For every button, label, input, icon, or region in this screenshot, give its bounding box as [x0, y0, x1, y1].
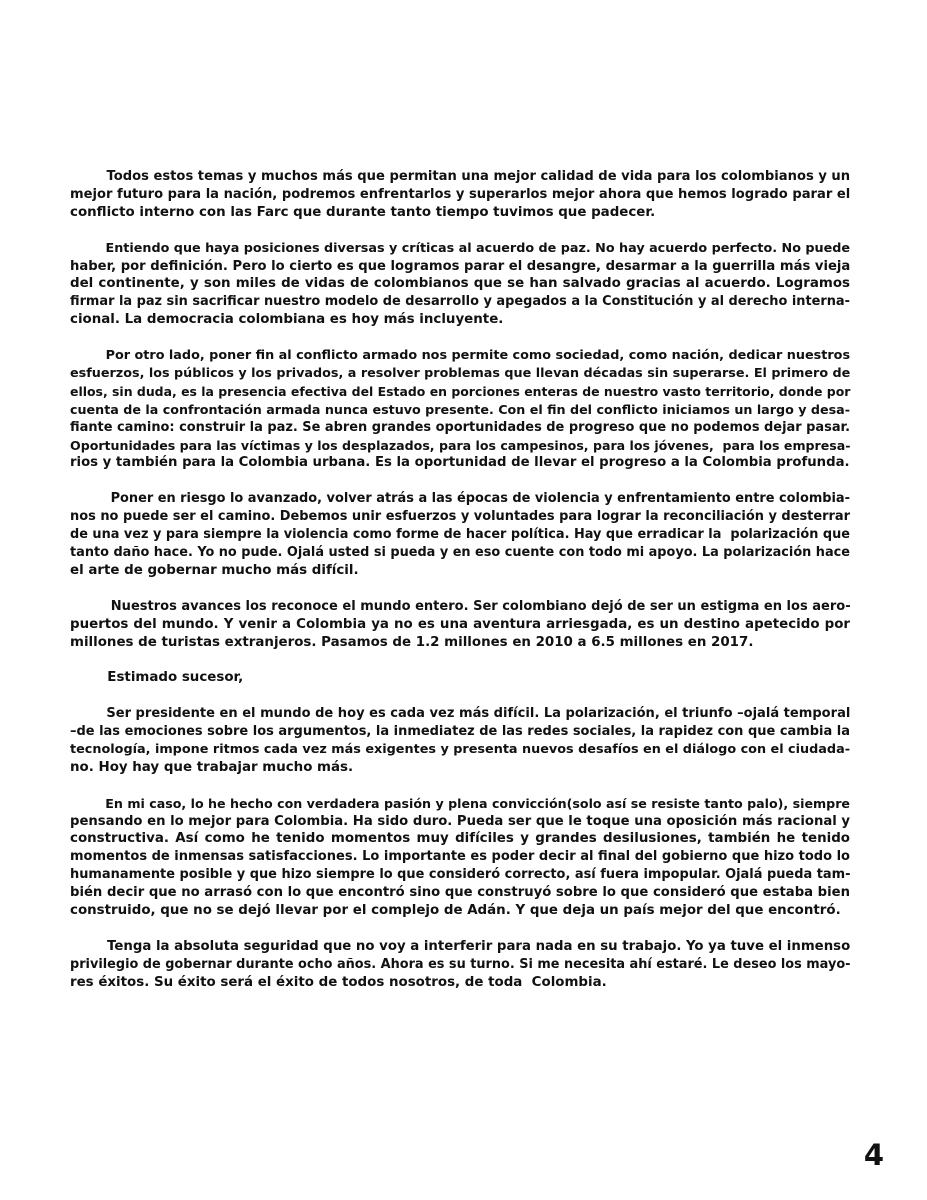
text-line: Entiendo que haya posiciones diversas y críticas al acuerdo de paz. No hay acuerdo perfecto. No puede — [70, 240, 851, 256]
text-line: mejor futuro para la nación, podremos enfrentarlos y superarlos mejor ahora que hemos logrado parar el — [70, 186, 851, 202]
text-line: haber, por definición. Pero lo cierto es que logramos parar el desangre, desarmar a la guerrilla más vieja — [70, 258, 851, 274]
text-line: esfuerzos, los públicos y los privados, a resolver problemas que llevan décadas sin superarse. El primero de — [70, 365, 851, 381]
text-line: cional. La democracia colombiana es hoy más incluyente. — [70, 312, 504, 328]
paragraphs-after-salutation — [70, 705, 850, 991]
text-line: rios y también para la Colombia urbana. Es la oportunidad de llevar el progreso a la Colombia profunda. — [70, 455, 850, 471]
salutation: Estimado sucesor, — [70, 670, 244, 686]
text-line: pensando en lo mejor para Colombia. Ha sido duro. Pueda ser que le toque una oposición más racional y — [70, 813, 850, 829]
text-line: privilegio de gobernar durante ocho años. Ahora es su turno. Si me necesita ahí estaré. Le deseo los mayo- — [70, 956, 851, 972]
text-line: conflicto interno con las Farc que durante tanto tiempo tuvimos que padecer. — [70, 204, 656, 220]
text-line: –de las emociones sobre los argumentos, la inmediatez de las redes sociales, la rapidez con que cambia la — [70, 724, 850, 739]
text-line: fiante camino: construir la paz. Se abren grandes oportunidades de progreso que no podemos dejar pasar. — [70, 419, 850, 435]
paragraph — [70, 347, 850, 472]
text-line: puertos del mundo. Y venir a Colombia ya no es una aventura arriesgada, es un destino apetecido por — [70, 616, 850, 632]
text-line: no. Hoy hay que trabajar mucho más. — [70, 759, 354, 775]
text-line: constructiva. Así como he tenido momentos muy difíciles y grandes desilusiones, también he tenido — [70, 831, 850, 847]
text-line: el arte de gobernar mucho más difícil. — [70, 562, 359, 578]
text-line: ellos, sin duda, es la presencia efectiva del Estado en porciones enteras de nuestro vasto territorio, donde por — [70, 383, 851, 399]
paragraphs-before-salutation — [70, 168, 850, 651]
text-line: construido, que no se dejó llevar por el complejo de Adán. Y que deja un país mejor del que encontró. — [70, 903, 841, 919]
text-line: tanto daño hace. Yo no pude. Ojalá usted si pueda y en eso cuente con todo mi apoyo. La polarización hace — [70, 544, 850, 560]
text-line: tecnología, impone ritmos cada vez más exigentes y presenta nuevos desafíos en el diálogo con el ciudada- — [70, 741, 851, 757]
letter-body — [70, 168, 850, 1009]
text-line: de una vez y para siempre la violencia como forme de hacer política. Hay que erradicar la polarización que — [70, 527, 850, 543]
paragraph — [70, 240, 850, 330]
text-line: del continente, y son miles de vidas de colombianos que se han salvado gracias al acuerdo. Logramos — [70, 276, 850, 292]
paragraph — [70, 598, 850, 652]
text-line: firmar la paz sin sacrificar nuestro modelo de desarrollo y apegados a la Constitución y al derecho interna- — [70, 294, 850, 310]
paragraph — [70, 490, 850, 580]
paragraph — [70, 168, 850, 222]
paragraph — [70, 795, 850, 920]
paragraph — [70, 705, 850, 777]
text-line: bién decir que no arrasó con lo que encontró sino que construyó sobre lo que consideró que estaba bien — [70, 885, 850, 901]
text-line: cuenta de la confrontación armada nunca estuvo presente. Con el fin del conflicto iniciamos un largo y desa- — [70, 401, 850, 417]
text-line: Todos estos temas y muchos más que permitan una mejor calidad de vida para los colombianos y un — [70, 169, 851, 184]
text-line: humanamente posible y que hizo siempre lo que consideró correcto, así fuera impopular. Ojalá pueda tam- — [70, 867, 851, 883]
text-line: Ser presidente en el mundo de hoy es cada vez más difícil. La polarización, el triunfo –ojalá temporal — [70, 706, 851, 722]
text-line: millones de turistas extranjeros. Pasamos de 1.2 millones en 2010 a 6.5 millones en 2017. — [70, 634, 754, 650]
text-line: res éxitos. Su éxito será el éxito de todos nosotros, de toda Colombia. — [70, 974, 607, 990]
text-line: Por otro lado, poner fin al conflicto armado nos permite como sociedad, como nación, dedicar nuestros — [70, 348, 851, 364]
text-line: Oportunidades para las víctimas y los desplazados, para los campesinos, para los jóvenes, para los empresa- — [70, 437, 851, 453]
paragraph — [70, 938, 850, 992]
text-line: Tenga la absoluta seguridad que no voy a interferir para nada en su trabajo. Yo ya tuve el inmenso — [70, 938, 851, 954]
text-line: momentos de inmensas satisfacciones. Lo importante es poder decir al final del gobierno que hizo todo lo — [70, 849, 850, 865]
text-line: nos no puede ser el camino. Debemos unir esfuerzos y voluntades para lograr la reconciliación y desterrar — [70, 509, 850, 525]
text-line: Nuestros avances los reconoce el mundo entero. Ser colombiano dejó de ser un estigma en los aero- — [70, 598, 851, 614]
text-line: Poner en riesgo lo avanzado, volver atrás a las épocas de violencia y enfrentamiento entre colombia- — [70, 491, 850, 507]
page-number: 4 — [863, 1138, 884, 1172]
text-line: En mi caso, lo he hecho con verdadera pasión y plena convicción(solo así se resiste tanto palo), siempre — [70, 795, 850, 811]
